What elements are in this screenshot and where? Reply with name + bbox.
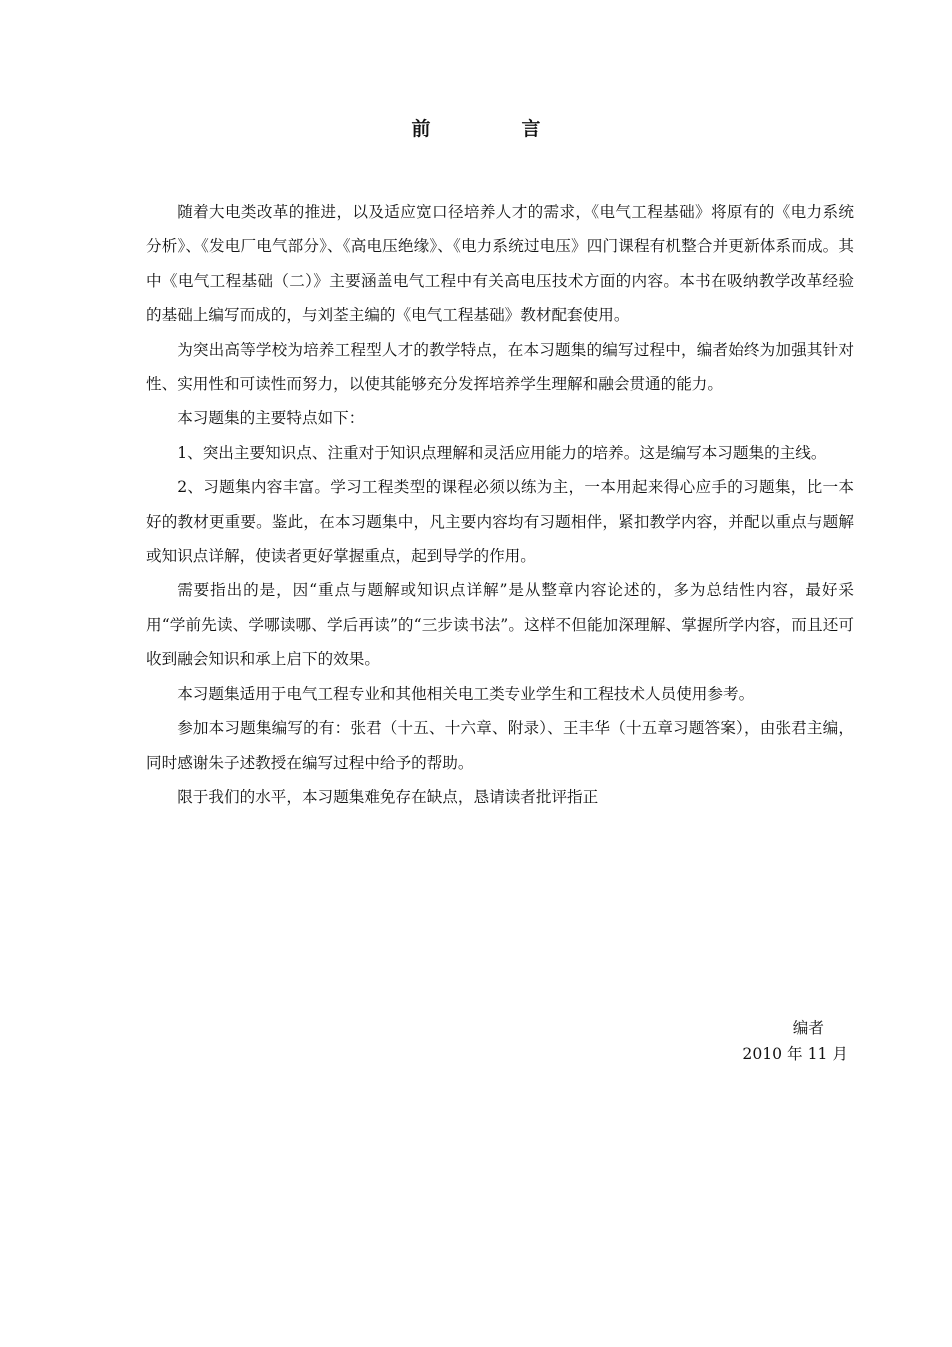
- paragraph-1: 随着大电类改革的推进，以及适应宽口径培养人才的需求，《电气工程基础》将原有的《电力系统分析》、《发电厂电气部分》、《高电压绝缘》、《电力系统过电压》四门课程有机整合并更新体系而成。其中《电气工程基础（二）》主要涵盖电气工程中有关高电压技术方面的内容。本书在吸纳教学改革经验的基础上编写而成的，与刘荃主编的《电气工程基础》教材配套使用。: [146, 203, 854, 325]
- paragraph-8: 参加本习题集编写的有：张君（十五、十六章、附录）、王丰华（十五章习题答案），由张君主编，同时感谢朱子述教授在编写过程中给予的帮助。: [146, 719, 854, 772]
- paragraph-2: 为突出高等学校为培养工程型人才的教学特点，在本习题集的编写过程中，编者始终为加强其针对性、实用性和可读性而努力，以使其能够充分发挥培养学生理解和融会贯通的能力。: [146, 340, 854, 394]
- paragraph-5: 2、习题集内容丰富。学习工程类型的课程必须以练为主，一本用起来得心应手的习题集，比一本好的教材更重要。鉴此，在本习题集中，凡主要内容均有习题相伴，紧扣教学内容，并配以重点与题解或知识点详解，使读者更好掌握重点，起到导学的作用。: [146, 478, 854, 566]
- paragraph-9: 限于我们的水平，本习题集难免存在缺点，恳请读者批评指正: [177, 787, 599, 806]
- preface-body: [146, 195, 854, 814]
- paragraph-7: 本习题集适用于电气工程专业和其他相关电工类专业学生和工程技术人员使用参考。: [177, 684, 755, 703]
- paragraph-4: 1、突出主要知识点、注重对于知识点理解和灵活应用能力的培养。这是编写本习题集的主线。: [177, 443, 827, 462]
- paragraph-3: 本习题集的主要特点如下：: [177, 409, 365, 428]
- date-label: 2010 年 11 月: [742, 1045, 848, 1063]
- editor-label: 编者: [792, 1019, 824, 1037]
- page-title: 前 言: [411, 118, 577, 140]
- signature-block: [742, 1015, 848, 1067]
- paragraph-6: 需要指出的是，因“重点与题解或知识点详解”是从整章内容论述的，多为总结性内容，最好采用“学前先读、学哪读哪、学后再读”的“三步读书法”。这样不但能加深理解、掌握所学内容，而且还可收到融会知识和承上启下的效果。: [146, 581, 854, 669]
